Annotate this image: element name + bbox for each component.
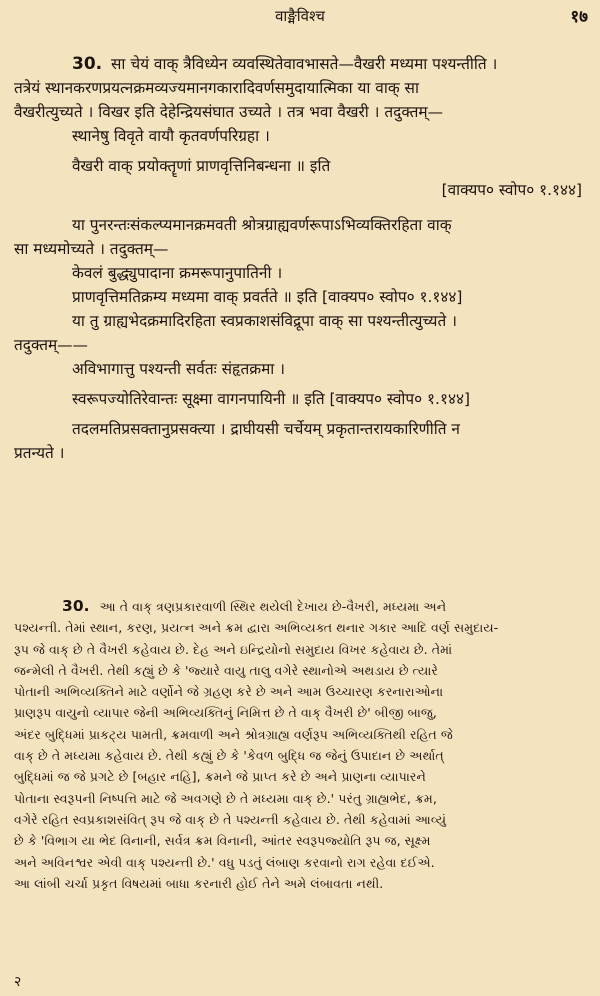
paragraph-3-line-1: या तु ग्राह्यभेदक्रमादिरहिता स्वप्रकाशसंविद्रूपा वाक् सा पश्यन्तीत्युच्यते ।: [72, 312, 457, 330]
paragraph-2-line-2: सा मध्यमोच्यते । तदुक्तम्—: [14, 240, 169, 258]
gujarati-translation-block: [14, 596, 588, 894]
translation-line: છે કે 'વિભાગ યા ભેદ વિનાની, સર્વત્ર ક્રમ વિનાની, આંતર સ્વરૂપજ્યોતિ રૂપ જ, સૂક્ષ્મ: [14, 833, 431, 849]
translation-line: પોતાની અભિવ્યક્તિને માટે વર્ણોને જે ગ્રહણ કરે છે અને આમ ઉચ્ચારણ કરનારાઓના: [14, 684, 444, 700]
sanskrit-text-block: [14, 52, 588, 465]
translation-line: પ્રાણરૂપ વાયુનો વ્યાપાર જેની અભિવ્યક્તિનું નિમિત્ત છે તે વાક્ વૈખરી છે' બીજી બાજુ,: [14, 705, 437, 721]
translation-line: અંદર બુદ્ધિમાં પ્રાકટ્ય પામતી, ક્રમવાળી અને શ્રોત્રગ્રાહ્ય વર્ણરૂપ અભિવ્યક્તિથી રહિત જે: [14, 726, 453, 742]
paragraph-30-line-2: तत्रेयं स्थानकरणप्रयत्नक्रमव्यज्यमानगकारादिवर्णसमुदायात्मिका या वाक् सा: [14, 79, 419, 97]
translation-line: વગેરે રહિત સ્વપ્રકાશસંવિત્ રૂપ જે વાક્ છે તે પશ્યન્તી કહેવાય છે. તેથી કહેવામાં આવ્યું: [14, 811, 447, 827]
translation-line: પશ્યન્તી. તેમાં સ્થાન, કરણ, પ્રયત્ન અને ક્રમ દ્વારા અભિવ્યક્ત થનાર ગકાર આદિ વર્ણ સમુદાય-: [14, 620, 499, 636]
translation-line: 30. આ તે વાક્ ત્રણપ્રકારવાળી સ્થિર થયેલી દેખાય છે-વૈખરી, મધ્યમા અને: [62, 597, 447, 615]
translation-line: આ લાંબી ચર્ચા પ્રકૃત વિષયમાં બાધા કરનારી હોઈ તેને અમે લંબાવતા નથી.: [14, 875, 384, 891]
running-title: वाङ्मैविश्च: [275, 7, 325, 25]
paragraph-number: 30.: [72, 54, 103, 74]
verse-2-line-2: प्राणवृत्तिमतिक्रम्य मध्यमा वाक् प्रवर्तते ॥ इति [वाक्यप० स्वोप० १.१४४]: [72, 288, 463, 306]
page-number: १७: [570, 7, 588, 27]
translation-line: રૂપ જે વાક્ છે તે વૈખરી કહેવાય છે. દેહ અને ઇન્દ્રિયોનો સમુદાય વિખર કહેવાય છે. તેમાં: [14, 641, 453, 657]
verse-3-line-1: अविभागात्तु पश्यन्ती सर्वतः संहृतक्रमा ।: [72, 360, 285, 378]
paragraph-30-line-1: 30. सा चेयं वाक् त्रैविध्येन व्यवस्थितेवावभासते—वैखरी मध्यमा पश्यन्तीति ।: [72, 54, 498, 74]
translation-line: અને અવિનશ્વર એવી વાક્ પશ્યન્તી છે.' વધુ પડતું લંબાણ કરવાનો રાગ રહેવા દઈએ.: [14, 854, 435, 870]
page-header: [0, 4, 600, 28]
translation-line: વાક્ છે તે મધ્યમા કહેવાય છે. તેથી કહ્યું છે કે 'કેવળ બુદ્ધિ જ જેનું ઉપાદાન છે અર્થાત્: [14, 748, 444, 764]
translation-line: જન્મેલી તે વૈખરી. તેથી કહ્યું છે કે 'જ્યારે વાયુ તાલુ વગેરે સ્થાનોએ અથડાય છે ત્યારે: [14, 662, 438, 678]
verse-1-line-2: वैखरी वाक् प्रयोक्तॄणां प्राणवृत्तिनिबन्धना ॥ इति: [72, 157, 331, 175]
signature-mark: २: [14, 974, 22, 990]
verse-3-line-2: स्वरूपज्योतिरेवान्तः सूक्ष्मा वागनपायिनी ॥ इति [वाक्यप० स्वोप० १.१४४]: [72, 390, 470, 408]
paragraph-2-line-1: या पुनरन्तःसंकल्प्यमानक्रमवती श्रोत्रग्राह्यवर्णरूपाऽभिव्यक्तिरहिता वाक्: [72, 216, 452, 234]
verse-2-line-1: केवलं बुद्ध्युपादाना क्रमरूपानुपातिनी ।: [72, 264, 283, 282]
paragraph-30-line-3: वैखरीत्युच्यते । विखर इति देहेन्द्रियसंघात उच्यते । तत्र भवा वैखरी । तदुक्तम्—: [14, 103, 443, 121]
paragraph-3-line-2: तदुक्तम्——: [14, 336, 88, 354]
translation-number: 30.: [62, 597, 90, 615]
translation-line: બુદ્ધિમાં જ જે પ્રગટે છે [બહાર નહિ], ક્રમને જે પ્રાપ્ત કરે છે અને પ્રાણના વ્યાપારને: [14, 769, 426, 785]
verse-1-line-1: स्थानेषु विवृते वायौ कृतवर्णपरिग्रहा ।: [72, 127, 270, 145]
citation-1: [वाक्यप० स्वोप० १.१४४]: [441, 181, 582, 199]
translation-line: પોતાના સ્વરૂપની નિષ્પત્તિ માટે જે અવગણે છે તે મધ્યમા વાક્ છે.' પરંતુ ગ્રાહ્યભેદ, ક્રમ,: [14, 790, 437, 806]
paragraph-4-line-2: प्रतन्यते ।: [14, 444, 65, 462]
paragraph-4-line-1: तदलमतिप्रसक्तानुप्रसक्त्या । द्राघीयसी चर्चेयम् प्रकृतान्तरायकारिणीति न: [72, 420, 460, 438]
